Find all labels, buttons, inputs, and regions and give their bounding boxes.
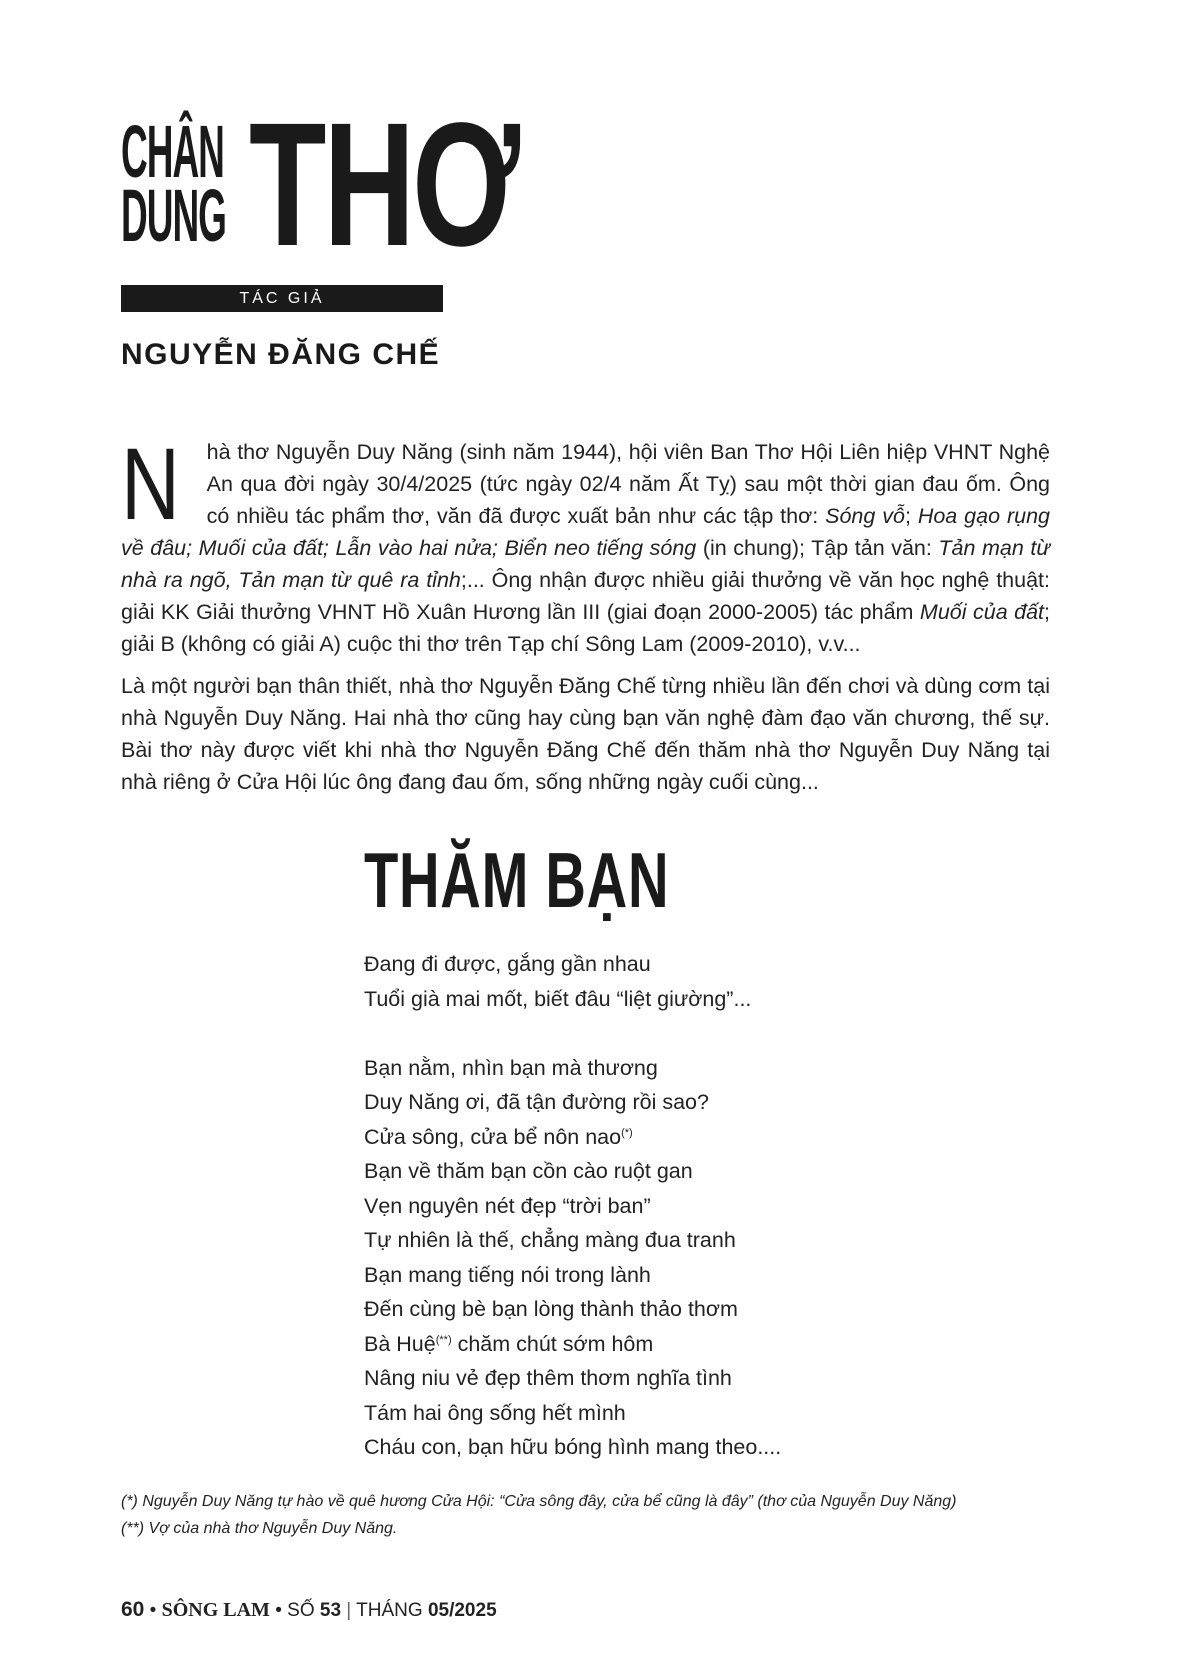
poem-line-text: Cửa sông, cửa bể nôn nao: [364, 1124, 622, 1149]
poem-line-text: chăm chút sớm hôm: [451, 1331, 654, 1356]
page-number: 60: [121, 1598, 145, 1621]
intro-paragraph-2: Là một người bạn thân thiết, nhà thơ Nguyễn Đăng Chế từng nhiều lần đến chơi và dùng cơm tại nhà Nguyễn Duy Năng. Hai nhà thơ cũng hay cùng bạn văn nghệ đàm đạo văn chương, thế sự. Bài thơ này được viết khi nhà thơ Nguyễn Đăng Chế đến thăm nhà thơ Nguyễn Duy Năng tại nhà riêng ở Cửa Hội lúc ông đang đau ốm, sống những ngày cuối cùng...: [121, 674, 1050, 794]
stanza-break: [364, 1016, 781, 1051]
intro-text: [121, 427, 1050, 808]
footnote-1: (*) Nguyễn Duy Năng tự hào về quê hương Cửa Hội: “Cửa sông đây, cửa bể cũng là đây” (thơ của Nguyễn Duy Năng): [121, 1493, 957, 1510]
poem-line: Vẹn nguyên nét đẹp “trời ban”: [364, 1193, 651, 1218]
intro-p1-seg: hà thơ Nguyễn Duy Năng (sinh năm 1944), hội viên Ban Thơ Hội Liên hiệp VHNT Nghệ An qua đời ngày 30/4/2025 (tức ngày 02/4 năm Ất Tỵ) sau một thời gian đau ốm. Ông có nhiều tác phẩm thơ, văn đã được xuất bản như các tập thơ:: [206, 440, 1050, 528]
poem-line: Bạn nằm, nhìn bạn mà thương: [364, 1055, 658, 1080]
footnotes: [121, 1488, 957, 1542]
poem-line: Tự nhiên là thế, chẳng màng đua tranh: [364, 1228, 736, 1252]
poem-line: [364, 1120, 781, 1155]
issue-number: 53: [319, 1600, 342, 1621]
poem-line: Nâng niu vẻ đẹp thêm thơm nghĩa tình: [364, 1366, 732, 1390]
intro-p1-seg: ;... Ông nhận được nhiều giải thưởng về văn học nghệ thuật: giải KK Giải thưởng VHNT Hồ Xuân Hương lần III (giai đoạn 2000-2005) tác phẩm: [121, 568, 1050, 624]
footer-bullet: •: [149, 1600, 157, 1621]
poem-line-text: Bà Huệ: [364, 1331, 436, 1356]
magazine-name: SÔNG LAM: [161, 1599, 270, 1621]
poem-line: Đến cùng bè bạn lòng thành thảo thơm: [364, 1297, 738, 1321]
footer-bullet: •: [275, 1600, 282, 1621]
poem-line: Duy Năng ơi, đã tận đường rồi sao?: [364, 1090, 709, 1114]
footer-divider: |: [346, 1600, 352, 1621]
footnote-mark-2: (**): [435, 1333, 452, 1346]
logo-word-dung: DUNG: [121, 174, 226, 257]
footnote-2: (**) Vợ của nhà thơ Nguyễn Duy Năng.: [121, 1520, 398, 1537]
intro-p1-seg: Tản mạn từ nhà ra ngõ, Tản mạn từ quê ra tỉnh: [121, 536, 1050, 592]
poem-title: THĂM BẠN: [364, 836, 670, 924]
poem-line: Tuổi già mai mốt, biết đâu “liệt giường”...: [364, 986, 752, 1011]
intro-p1-seg: Hoa gạo rụng về đâu; Muối của đất; Lẫn vào hai nửa; Biển neo tiếng sóng: [121, 504, 1050, 560]
intro-p1-seg: (in chung); Tập tản văn:: [696, 536, 939, 560]
logo-small-words: [121, 110, 245, 257]
poem-body: [364, 947, 781, 1465]
column-logo: [121, 87, 518, 283]
logo-word-chan: CHÂN: [121, 110, 224, 193]
footnote-mark-1: (*): [621, 1126, 633, 1139]
intro-p1-seg: ;: [904, 504, 918, 528]
poem-line: Cháu con, bạn hữu bóng hình mang theo....: [364, 1435, 782, 1459]
month-value: 05/2025: [427, 1600, 497, 1621]
month-label: THÁNG: [356, 1600, 423, 1621]
intro-p1-seg: ; giải B (không có giải A) cuộc thi thơ trên Tạp chí Sông Lam (2009-2010), v.v...: [121, 600, 1050, 656]
issue-label: SỐ: [287, 1600, 315, 1621]
poem-line: Tám hai ông sống hết mình: [364, 1400, 626, 1425]
author-label-bar: TÁC GIẢ: [121, 285, 443, 312]
poem-line: Bạn về thăm bạn cồn cào ruột gan: [364, 1159, 693, 1183]
logo-word-tho: THƠ: [249, 87, 518, 283]
page-footer: [121, 1598, 497, 1622]
poem-line: [364, 1327, 781, 1362]
intro-paragraph-1: [121, 427, 1050, 660]
intro-p1-seg: Sóng vỗ: [825, 504, 905, 528]
author-name: NGUYỄN ĐĂNG CHẾ: [121, 338, 441, 371]
poem-line: Bạn mang tiếng nói trong lành: [364, 1262, 651, 1287]
drop-cap: N: [121, 427, 180, 541]
intro-p1-seg: Muối của đất: [919, 600, 1044, 624]
poem-line: Đang đi được, gắng gần nhau: [364, 952, 651, 976]
